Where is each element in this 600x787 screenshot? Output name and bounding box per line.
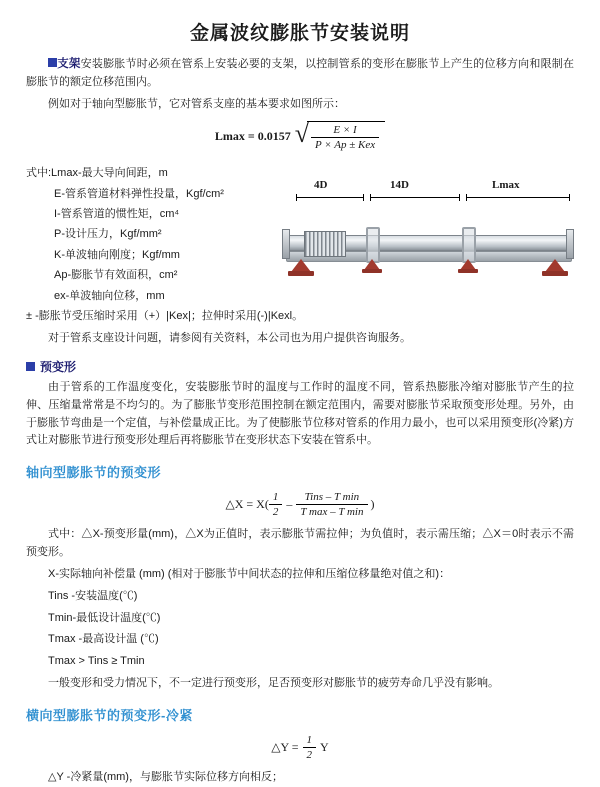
definitions-and-diagram <box>26 157 574 309</box>
lmax-formula-numerator: E × I <box>333 124 357 137</box>
axial-note-4: Tmin-最低设计温度(℃) <box>48 611 161 624</box>
lateral-formula-lhs: △Y = <box>271 739 299 754</box>
dimension-line-lmax <box>466 197 570 198</box>
pipe-guide-1 <box>366 227 380 263</box>
bellows-expansion-joint <box>304 231 346 257</box>
pipe-anchor-support-2 <box>362 259 382 277</box>
axial-note-7: 一般变形和受力情况下，不一定进行预变形，足否预变形对膨胀节的疲劳寿命几乎没有影响。 <box>48 676 499 689</box>
predeform-section-heading: 预变形 <box>40 360 77 374</box>
lateral-predeform-formula <box>26 734 574 761</box>
pipe-end-cap-left <box>282 229 290 259</box>
support-section-heading: 支架 <box>57 58 81 70</box>
definition-item: ex-单波轴向位移，mm <box>54 289 165 302</box>
lateral-formula-half: $\frac{1}{2}$ <box>303 734 317 761</box>
axial-note-6: Tmax > Tins ≥ Tmin <box>48 655 145 668</box>
axial-note-2: X-实际轴向补偿量 (mm) (相对于膨胀节中间状态的拉伸和压缩位移量绝对值之和)： <box>48 567 451 580</box>
support-paragraph-1: 安装膨胀节时必须在管系上安装必要的支架，以控制管系的变形在膨胀节上产生的位移方向和限制在膨胀节的额定位移范围内。 <box>26 58 575 88</box>
dimension-label-lmax: Lmax <box>492 179 520 192</box>
pipe-end-cap-right <box>566 229 574 259</box>
axial-predeform-heading: 轴向型膨胀节的预变形 <box>26 465 162 481</box>
support-note: 对于管系支座设计问题，请参阅有关资料，本公司也为用户提供咨询服务。 <box>48 332 411 345</box>
definition-item: I-管系管道的惯性矩，cm⁴ <box>54 208 180 221</box>
axial-formula-minus: – <box>286 497 293 512</box>
dimension-label-4d: 4D <box>314 179 328 192</box>
predeform-paragraph-1: 由于管系的工作温度变化，安装膨胀节时的温度与工作时的温度不同，管系热膨胀冷缩对膨胀节产生的拉伸、压缩量常常是不均匀的。为了膨胀节变形范围控制在额定范围内，需要对膨胀节采取预变形处理。另外，由于膨胀节弯曲是一个定值，与补偿量成正比。为了使膨胀节位移对管系的作用力最小，也可以采用预变形(冷紧)方式让对膨胀节进行预变形处理后再将膨胀节在变形状态下安装在管系中。 <box>26 381 574 447</box>
blue-square-bullet-icon <box>26 362 35 371</box>
pipe-assembly <box>280 209 576 295</box>
lateral-note: △Y -冷紧量(mm)，与膨胀节实际位移方向相反； <box>48 770 283 783</box>
definition-item: Ap-膨胀节有效面积，cm² <box>54 269 178 282</box>
support-paragraph-2: 例如对于轴向型膨胀节，它对管系支座的基本要求如图所示： <box>48 97 345 110</box>
dimension-label-14d: 14D <box>390 179 409 192</box>
dimension-line-4d <box>296 197 364 198</box>
diagram-column <box>278 157 576 297</box>
definition-item: ± -膨胀节受压缩时采用（+）|Kex|；拉伸时采用(-)|Kexl。 <box>26 309 304 322</box>
definition-item: K-单波轴向刚度；Kgf/mm <box>54 248 180 261</box>
pipe-guide-2 <box>462 227 476 263</box>
axial-formula-rhs: ) <box>370 497 375 512</box>
support-section-intro <box>26 55 574 92</box>
definitions-column <box>26 157 278 309</box>
axial-formula-half: $\frac{1}{2}$ <box>269 491 283 518</box>
axial-formula-temp-ratio: $\frac{\text{Tins – T min}}{\text{T max – T min}}$ <box>296 491 367 518</box>
lateral-formula-rhs: Y <box>320 739 329 754</box>
pipe-anchor-support-1 <box>288 259 314 277</box>
definition-list-continued <box>26 306 574 326</box>
axial-predeform-formula <box>26 491 574 518</box>
sqrt-symbol-icon: √ $\frac{E \times I}{\text{P × Ap ± Kex}}$ <box>295 121 385 151</box>
definition-item: 式中:Lmax-最大导向间距，m <box>26 167 168 180</box>
lmax-formula-denominator: P × Ap ± Kex <box>311 137 379 151</box>
definition-item: E-管系管道材料弹性投量，Kgf/cm² <box>54 187 224 200</box>
predeform-section-heading-row <box>26 358 574 375</box>
axial-note-1: 式中：△X-预变形量(mm)，△X为正值时，表示膨胀节需拉伸；为负值时，表示需压缩；△X＝0时表示不需预变形。 <box>26 528 574 559</box>
axial-note-3: Tins -安装温度(℃) <box>48 589 138 602</box>
axial-formula-lhs: △X = X( <box>225 497 269 512</box>
lmax-formula-lhs: Lmax = 0.0157 <box>214 128 291 143</box>
blue-square-bullet-icon <box>48 58 57 67</box>
lateral-predeform-heading: 横向型膨胀节的预变形-冷紧 <box>26 707 193 723</box>
pipe-anchor-support-4 <box>542 259 568 277</box>
definition-list <box>26 163 278 305</box>
pipe-anchor-support-3 <box>458 259 478 277</box>
definition-item: P-设计压力，Kgf/mm² <box>54 228 162 241</box>
lmax-formula <box>26 121 574 151</box>
dimension-line-14d <box>370 197 460 198</box>
pipe-support-diagram <box>280 179 576 297</box>
page-title: 金属波纹膨胀节安装说明 <box>189 23 410 44</box>
diagram-dimension-row <box>280 179 576 209</box>
axial-note-5: Tmax -最高设计温 (℃) <box>48 633 159 646</box>
